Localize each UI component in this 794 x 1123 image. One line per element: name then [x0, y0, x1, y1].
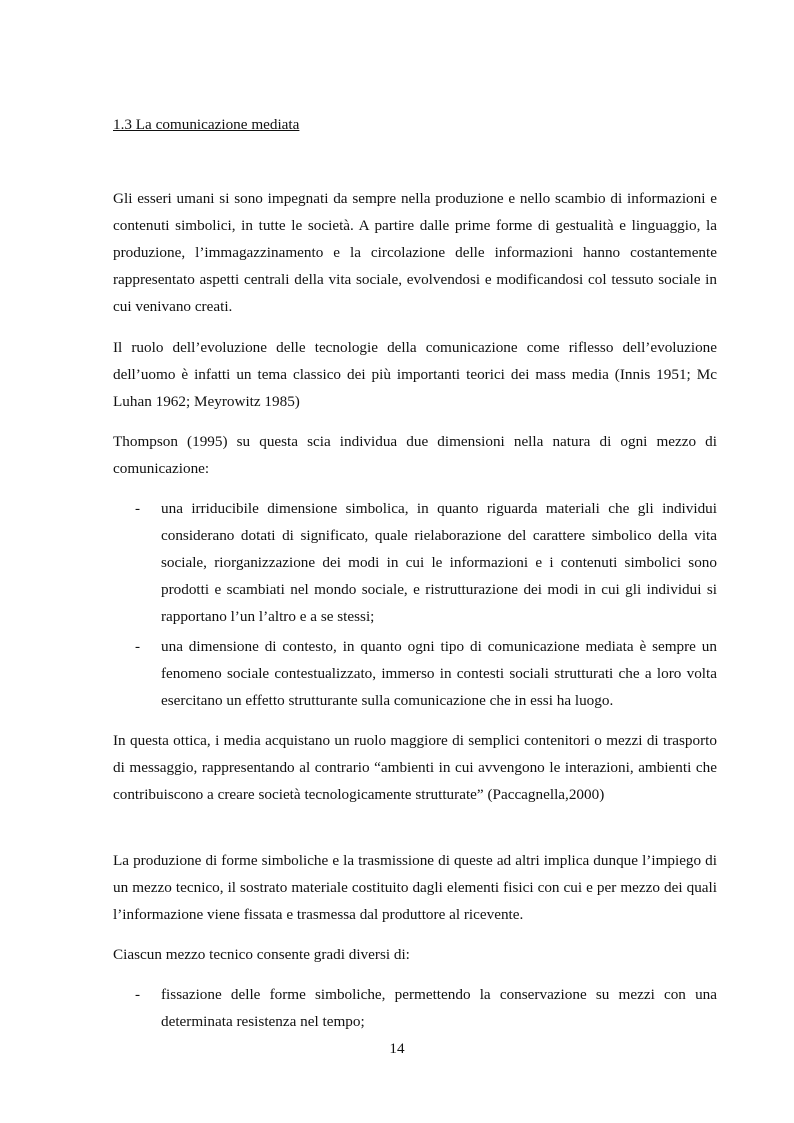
list-marker: -: [135, 986, 141, 1003]
list-marker: -: [135, 500, 141, 517]
list-item-text: una irriducibile dimensione simbolica, in quanto riguarda materiali che gli individui considerano dotati di significato, quale rielaborazione del carattere simbolico della vita sociale, riorganizzazione dei modi in cui le informazioni e i contenuti simbolici sono prodotti e scambiati nel mondo sociale, e ristrutturazione dei modi in cui gli individui si rapportano l’un l’altro e a se stessi;: [161, 500, 717, 625]
list-item-text: una dimensione di contesto, in quanto ogni tipo di comunicazione mediata è sempre un fenomeno sociale contestualizzato, immerso in contesti sociali strutturati che a loro volta esercitano un effetto strutturante sulla comunicazione che in essi ha luogo.: [161, 638, 717, 709]
list-marker: -: [135, 638, 141, 655]
paragraph: La produzione di forme simboliche e la trasmissione di queste ad altri implica dunque l’impiego di un mezzo tecnico, il sostrato materiale costituito dagli elementi fisici con cui e per mezzo dei quali l’informazione viene fissata e trasmessa dal produttore al ricevente.: [113, 852, 717, 923]
list-item: [113, 633, 717, 714]
paragraph: Thompson (1995) su questa scia individua due dimensioni nella natura di ogni mezzo di comunicazione:: [113, 433, 717, 477]
paragraph: In questa ottica, i media acquistano un ruolo maggiore di semplici contenitori o mezzi di trasporto di messaggio, rappresentando al contrario “ambienti in cui avvengono le interazioni, ambienti che contribuiscono a creare società tecnologicamente strutturate” (Paccagnella,2000): [113, 732, 717, 803]
paragraph: Il ruolo dell’evoluzione delle tecnologie della comunicazione come riflesso dell’evoluzione dell’uomo è infatti un tema classico dei più importanti teorici dei mass media (Innis 1951; Mc Luhan 1962; Meyrowitz 1985): [113, 339, 717, 410]
paragraph: Ciascun mezzo tecnico consente gradi diversi di:: [113, 946, 410, 963]
list-item-text: fissazione delle forme simboliche, permettendo la conservazione su mezzi con una determinata resistenza nel tempo;: [161, 986, 717, 1030]
paragraph: Gli esseri umani si sono impegnati da sempre nella produzione e nello scambio di informazioni e contenuti simbolici, in tutte le società. A partire dalle prime forme di gestualità e linguaggio, la produzione, l’immagazzinamento e la circolazione delle informazioni hanno costantemente rappresentato aspetti centrali della vita sociale, evolvendosi e modificandosi col tessuto sociale in cui venivano creati.: [113, 190, 717, 315]
section-heading: 1.3 La comunicazione mediata: [113, 116, 300, 133]
page-number: 14: [389, 1040, 405, 1057]
list-item: [113, 981, 717, 1035]
list-item: [113, 495, 717, 630]
